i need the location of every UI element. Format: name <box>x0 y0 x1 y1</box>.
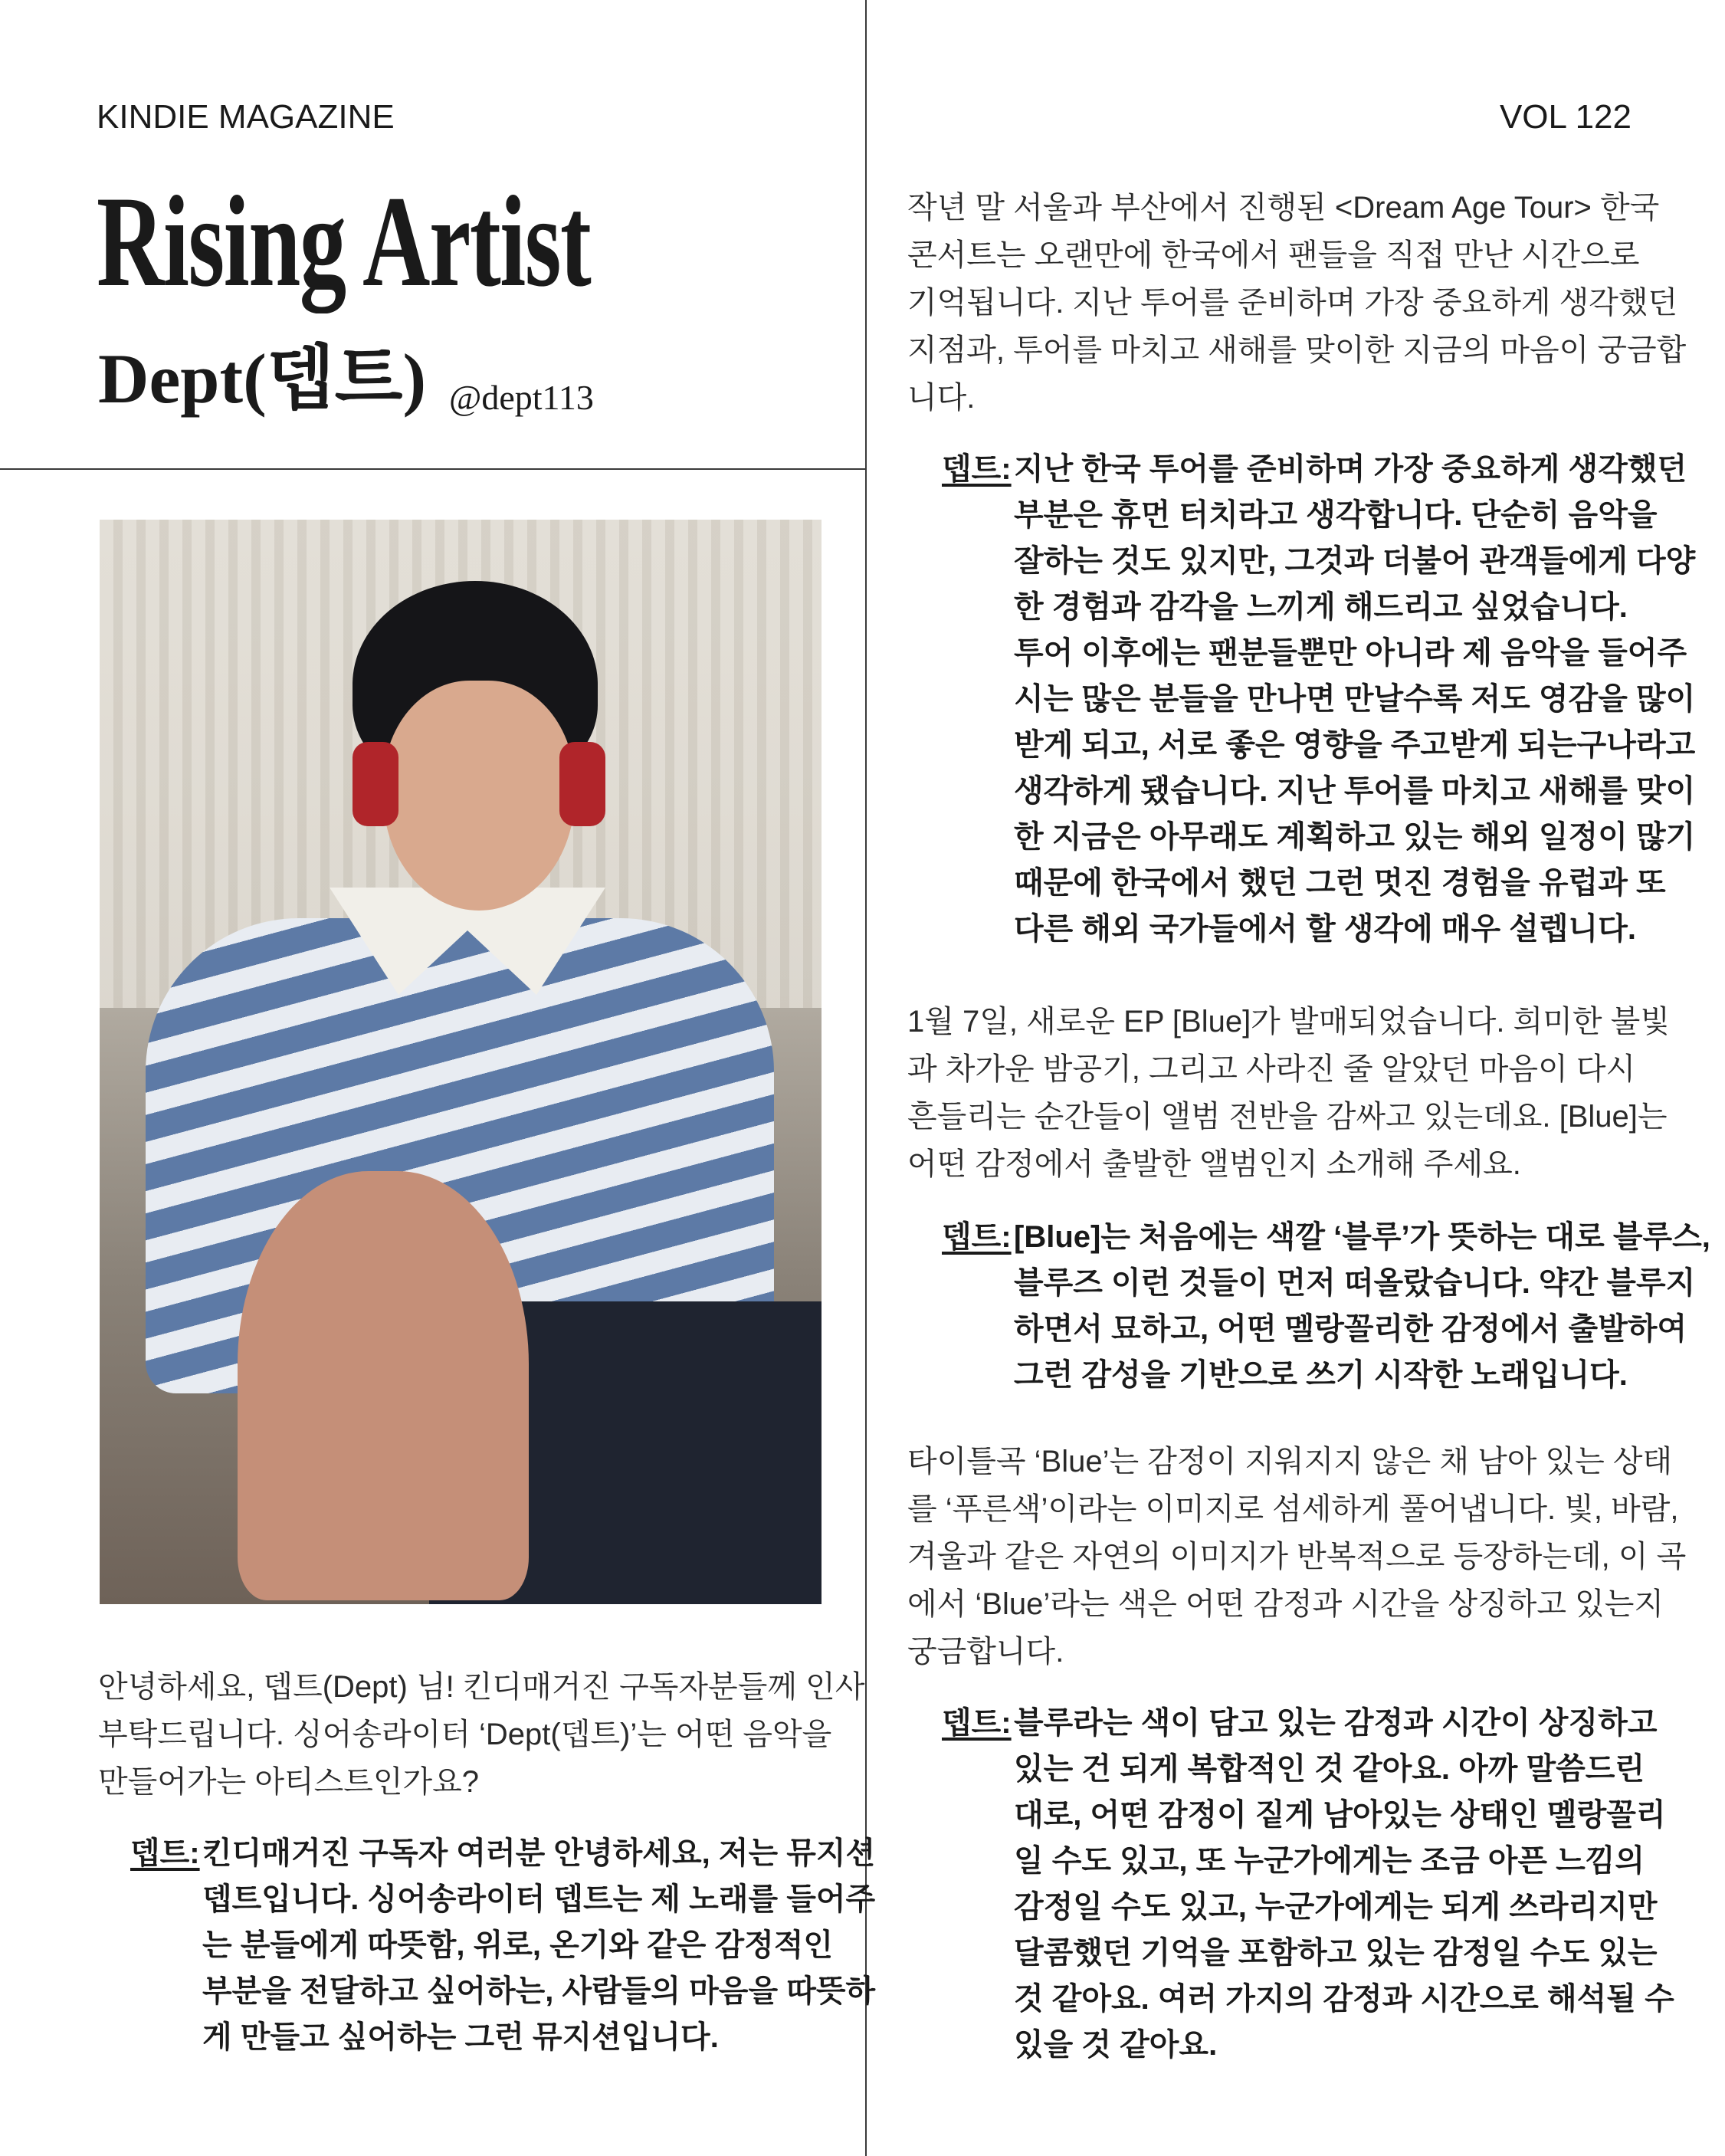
question-1 <box>98 1663 864 1806</box>
text-line: 한 지금은 아무래도 계획하고 있는 해외 일정이 많기 <box>1014 820 1696 854</box>
text-line: 잘하는 것도 있지만, 그것과 더불어 관객들에게 다양 <box>1014 544 1696 578</box>
answer-1 <box>130 1830 875 2060</box>
text-line: 겨울과 같은 자연의 이미지가 반복적으로 등장하는데, 이 곡 <box>907 1540 1687 1574</box>
photo-knee <box>238 1171 529 1600</box>
text-line: 그런 감성을 기반으로 쓰기 시작한 노래입니다. <box>1014 1358 1628 1392</box>
text-line: 니다. <box>907 381 976 415</box>
question-3 <box>907 998 1670 1188</box>
text-line: 받게 되고, 서로 좋은 영향을 주고받게 되는구나라고 <box>1014 728 1696 762</box>
text-line: 어떤 감정에서 출발한 앨범인지 소개해 주세요. <box>907 1147 1521 1181</box>
volume-number: VOL 122 <box>1499 98 1632 136</box>
answer-body <box>1014 1214 1710 1398</box>
speaker-label: 뎁트: <box>942 1220 1012 1254</box>
headphone-left <box>353 742 398 826</box>
text-line: 투어 이후에는 팬분들뿐만 아니라 제 음악을 들어주 <box>1014 636 1687 670</box>
text-line: 있는 건 되게 복합적인 것 같아요. 아까 말씀드린 <box>1014 1752 1645 1786</box>
text-line: 안녕하세요, 뎁트(Dept) 님! 킨디매거진 구독자분들께 인사 <box>98 1670 865 1704</box>
text-line: 다른 해외 국가들에서 할 생각에 매우 설렙니다. <box>1014 912 1636 946</box>
text-line: 달콤했던 기억을 포함하고 있는 감정일 수도 있는 <box>1014 1936 1658 1970</box>
text-line: 타이틀곡 ‘Blue’는 감정이 지워지지 않은 채 남아 있는 상태 <box>907 1445 1673 1478</box>
text-line: 감정일 수도 있고, 누군가에게는 되게 쓰라리지만 <box>1014 1890 1658 1924</box>
text-line: 있을 것 같아요. <box>1014 2028 1218 2062</box>
text-line: 는 분들에게 따뜻함, 위로, 온기와 같은 감정적인 <box>202 1928 834 1962</box>
question-2 <box>907 184 1686 422</box>
text-line: 킨디매거진 구독자 여러분 안녕하세요, 저는 뮤지션 <box>202 1836 876 1870</box>
answer-body <box>1014 1700 1674 2068</box>
text-line: 뎁트입니다. 싱어송라이터 뎁트는 제 노래를 들어주 <box>202 1882 876 1916</box>
text-line: [Blue]는 처음에는 색깔 ‘블루’가 뜻하는 대로 블루스, <box>1014 1220 1710 1254</box>
text-line: 하면서 묘하고, 어떤 멜랑꼴리한 감정에서 출발하여 <box>1014 1312 1687 1346</box>
text-line: 에서 ‘Blue’라는 색은 어떤 감정과 시간을 상징하고 있는지 <box>907 1587 1664 1621</box>
text-line: 흔들리는 순간들이 앨범 전반을 감싸고 있는데요. [Blue]는 <box>907 1100 1668 1134</box>
answer-body <box>202 1830 875 2060</box>
text-line: 생각하게 됐습니다. 지난 투어를 마치고 새해를 맞이 <box>1014 774 1696 808</box>
text-line: 콘서트는 오랜만에 한국에서 팬들을 직접 만난 시간으로 <box>907 238 1640 272</box>
answer-2 <box>942 446 1695 952</box>
headphone-right <box>559 742 605 826</box>
answer-body <box>1014 446 1695 952</box>
speaker-label: 뎁트: <box>130 1836 200 1870</box>
text-line: 때문에 한국에서 했던 그런 멋진 경험을 유럽과 또 <box>1014 866 1666 900</box>
text-line: 한 경험과 감각을 느끼게 해드리고 싶었습니다. <box>1014 590 1628 624</box>
answer-4 <box>942 1700 1674 2068</box>
question-4 <box>907 1438 1686 1675</box>
text-line: 대로, 어떤 감정이 짙게 남아있는 상태인 멜랑꼴리 <box>1014 1798 1666 1832</box>
speaker-label: 뎁트: <box>942 452 1012 486</box>
text-line: 것 같아요. 여러 가지의 감정과 시간으로 해석될 수 <box>1014 1982 1674 2016</box>
text-line: 시는 많은 분들을 만나면 만날수록 저도 영감을 많이 <box>1014 682 1696 716</box>
text-line: 작년 말 서울과 부산에서 진행된 <Dream Age Tour> 한국 <box>907 191 1660 225</box>
text-line: 부분은 휴먼 터치라고 생각합니다. 단순히 음악을 <box>1014 498 1658 532</box>
artist-handle: @dept113 <box>449 378 594 417</box>
text-line: 지난 한국 투어를 준비하며 가장 중요하게 생각했던 <box>1014 452 1687 486</box>
text-line: 만들어가는 아티스트인가요? <box>98 1765 480 1799</box>
text-line: 블루라는 색이 담고 있는 감정과 시간이 상징하고 <box>1014 1706 1658 1740</box>
artist-photo <box>100 520 822 1604</box>
text-line: 궁금합니다. <box>907 1635 1064 1669</box>
speaker-label: 뎁트: <box>942 1706 1012 1740</box>
text-line: 1월 7일, 새로운 EP [Blue]가 발매되었습니다. 희미한 불빛 <box>907 1005 1670 1039</box>
text-line: 블루즈 이런 것들이 먼저 떠올랐습니다. 약간 블루지 <box>1014 1266 1696 1300</box>
text-line: 지점과, 투어를 마치고 새해를 맞이한 지금의 마음이 궁금합 <box>907 333 1687 367</box>
header-divider <box>0 468 866 470</box>
answer-3 <box>942 1214 1710 1398</box>
text-line: 부분을 전달하고 싶어하는, 사람들의 마음을 따뜻하 <box>202 1974 876 2008</box>
photo-face <box>383 681 575 911</box>
artist-name: Dept(뎁트) <box>98 340 427 418</box>
text-line: 를 ‘푸른색’이라는 이미지로 섬세하게 풀어냅니다. 빛, 바람, <box>907 1492 1679 1526</box>
text-line: 기억됩니다. 지난 투어를 준비하며 가장 중요하게 생각했던 <box>907 286 1678 320</box>
section-title: Rising Artist <box>97 169 591 313</box>
text-line: 게 만들고 싶어하는 그런 뮤지션입니다. <box>202 2020 719 2054</box>
text-line: 일 수도 있고, 또 누군가에게는 조금 아픈 느낌의 <box>1014 1844 1645 1878</box>
magazine-name: KINDIE MAGAZINE <box>97 98 395 136</box>
text-line: 과 차가운 밤공기, 그리고 사라진 줄 알았던 마음이 다시 <box>907 1052 1636 1086</box>
text-line: 부탁드립니다. 싱어송라이터 ‘Dept(뎁트)’는 어떤 음악을 <box>98 1718 832 1751</box>
